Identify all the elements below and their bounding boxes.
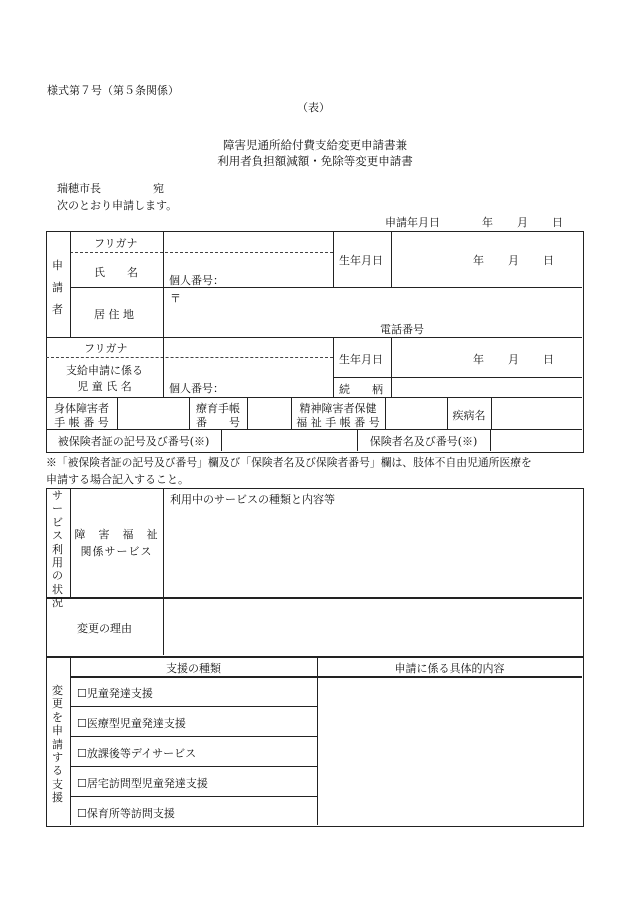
applicant-address-label: 居 住 地 (94, 308, 134, 321)
service-label-divider (163, 488, 164, 655)
applicant-furigana-label: フリガナ (94, 237, 138, 250)
support-option-home-visit-development[interactable]: ☐居宅訪問型児童発達支援 (77, 777, 208, 790)
child-furigana-label: フリガナ (84, 342, 128, 355)
note-line1: ※「被保険者証の記号及び番号」欄及び「保険者名及び保険者番号」欄は、肢体不自由児通所医療を (46, 456, 532, 469)
applicant-block-bottom (46, 337, 582, 338)
child-birth-year: 年 (473, 353, 484, 366)
form-title-line1: 障害児通所給付費支給変更申請書兼 (223, 138, 407, 152)
child-block-bottom (46, 397, 582, 398)
mental-cert-label-line2: 福 祉 手 帳 番 号 (296, 416, 380, 429)
support-header-bottom (70, 676, 582, 678)
child-individual-number-label: 個人番号： (169, 382, 224, 395)
applicant-birth-left (333, 231, 334, 287)
service-category-line1: 障 害 福 祉 (74, 528, 159, 541)
applicant-name-label: 氏 名 (94, 266, 138, 279)
disease-label: 疾病名 (452, 409, 486, 422)
form-number: 様式第７号（第５条関係） (47, 84, 179, 97)
application-date-label: 申請年月日 (385, 216, 440, 229)
insurer-label: 保険者名及び番号(※) (369, 435, 478, 448)
applicant-side-divider (70, 231, 71, 337)
intro-text: 次のとおり申請します。 (57, 199, 178, 212)
support-option-medical-child-development[interactable]: ☐医療型児童発達支援 (77, 717, 186, 730)
child-furigana-divider (46, 357, 333, 358)
service-category-line2: 関係サービス (80, 545, 153, 558)
child-birth-month: 月 (508, 353, 519, 366)
service-table-divider (46, 597, 582, 599)
applicant-birth-label: 生年月日 (339, 254, 383, 267)
child-birth-day: 日 (543, 353, 554, 366)
applicant-birth-day: 日 (543, 254, 554, 267)
child-relation-label: 続 柄 (339, 383, 383, 396)
addressee-suffix: 宛 (153, 182, 164, 195)
service-status-side-label: サービス利用の状況 (52, 489, 63, 610)
child-name-label-line2: 児 童 氏 名 (77, 380, 132, 393)
label-col-divider (163, 231, 164, 397)
support-option-after-school-day-service[interactable]: ☐放課後等デイサービス (77, 747, 197, 760)
insured-label-right (221, 429, 222, 451)
child-birth-label: 生年月日 (339, 353, 383, 366)
support-row4-bottom (70, 796, 317, 797)
support-table (46, 657, 584, 827)
change-reason-label: 変更の理由 (77, 622, 132, 635)
applicant-side-label: 申請者 (52, 259, 63, 316)
form-title-line2: 利用者負担額減額・免除等変更申請書 (217, 154, 413, 168)
form-side-label: （表） (297, 101, 330, 114)
support-detail-divider (317, 657, 318, 825)
cert-mental-right (385, 397, 386, 429)
support-row1-bottom (70, 706, 317, 707)
insurer-label-right (490, 429, 491, 451)
applicant-furigana-divider (70, 252, 333, 253)
postal-mark: 〒 (170, 292, 181, 305)
insured-number-label: 被保険者証の記号及び番号(※) (57, 435, 210, 448)
support-side-divider (70, 657, 71, 825)
cert-ryoiku-right (247, 397, 248, 429)
support-detail-header: 申請に係る具体的内容 (394, 662, 505, 675)
support-row3-bottom (70, 766, 317, 767)
support-change-side-label: 変更を申請する支援 (52, 684, 63, 805)
cert-physical-divider (117, 397, 118, 429)
physical-cert-label-line1: 身体障害者 (54, 402, 109, 415)
child-birth-bottom (333, 377, 582, 378)
applicant-birth-label-right (391, 231, 392, 287)
child-name-label-line1: 支給申請に係る (66, 364, 143, 377)
ryoiku-label-line1: 療育手帳 (196, 402, 240, 415)
phone-label: 電話番号 (380, 323, 424, 336)
support-kind-header: 支援の種類 (166, 662, 221, 675)
cert-disease-right (491, 397, 492, 429)
ryoiku-label-line2: 番 号 (196, 416, 240, 429)
note-line2: 申請する場合記入すること。 (46, 473, 189, 486)
support-option-nursery-visit-support[interactable]: ☐保育所等訪問支援 (77, 807, 175, 820)
support-option-child-development[interactable]: ☐児童発達支援 (77, 687, 153, 700)
applicant-birth-year: 年 (473, 254, 484, 267)
application-date-day: 日 (552, 216, 563, 229)
physical-cert-label-line2: 手 帳 番 号 (54, 416, 109, 429)
application-date-month: 月 (517, 216, 528, 229)
service-content-label: 利用中のサービスの種類と内容等 (170, 493, 335, 506)
child-birth-label-right (391, 337, 392, 397)
applicant-individual-number-label: 個人番号： (169, 274, 224, 287)
application-date-year: 年 (482, 216, 493, 229)
child-birth-left (333, 337, 334, 397)
support-row2-bottom (70, 736, 317, 737)
applicant-name-bottom (70, 287, 582, 288)
addressee: 瑞穂市長 (57, 182, 101, 195)
mental-cert-label-line1: 精神障害者保健 (299, 402, 377, 415)
applicant-birth-month: 月 (508, 254, 519, 267)
